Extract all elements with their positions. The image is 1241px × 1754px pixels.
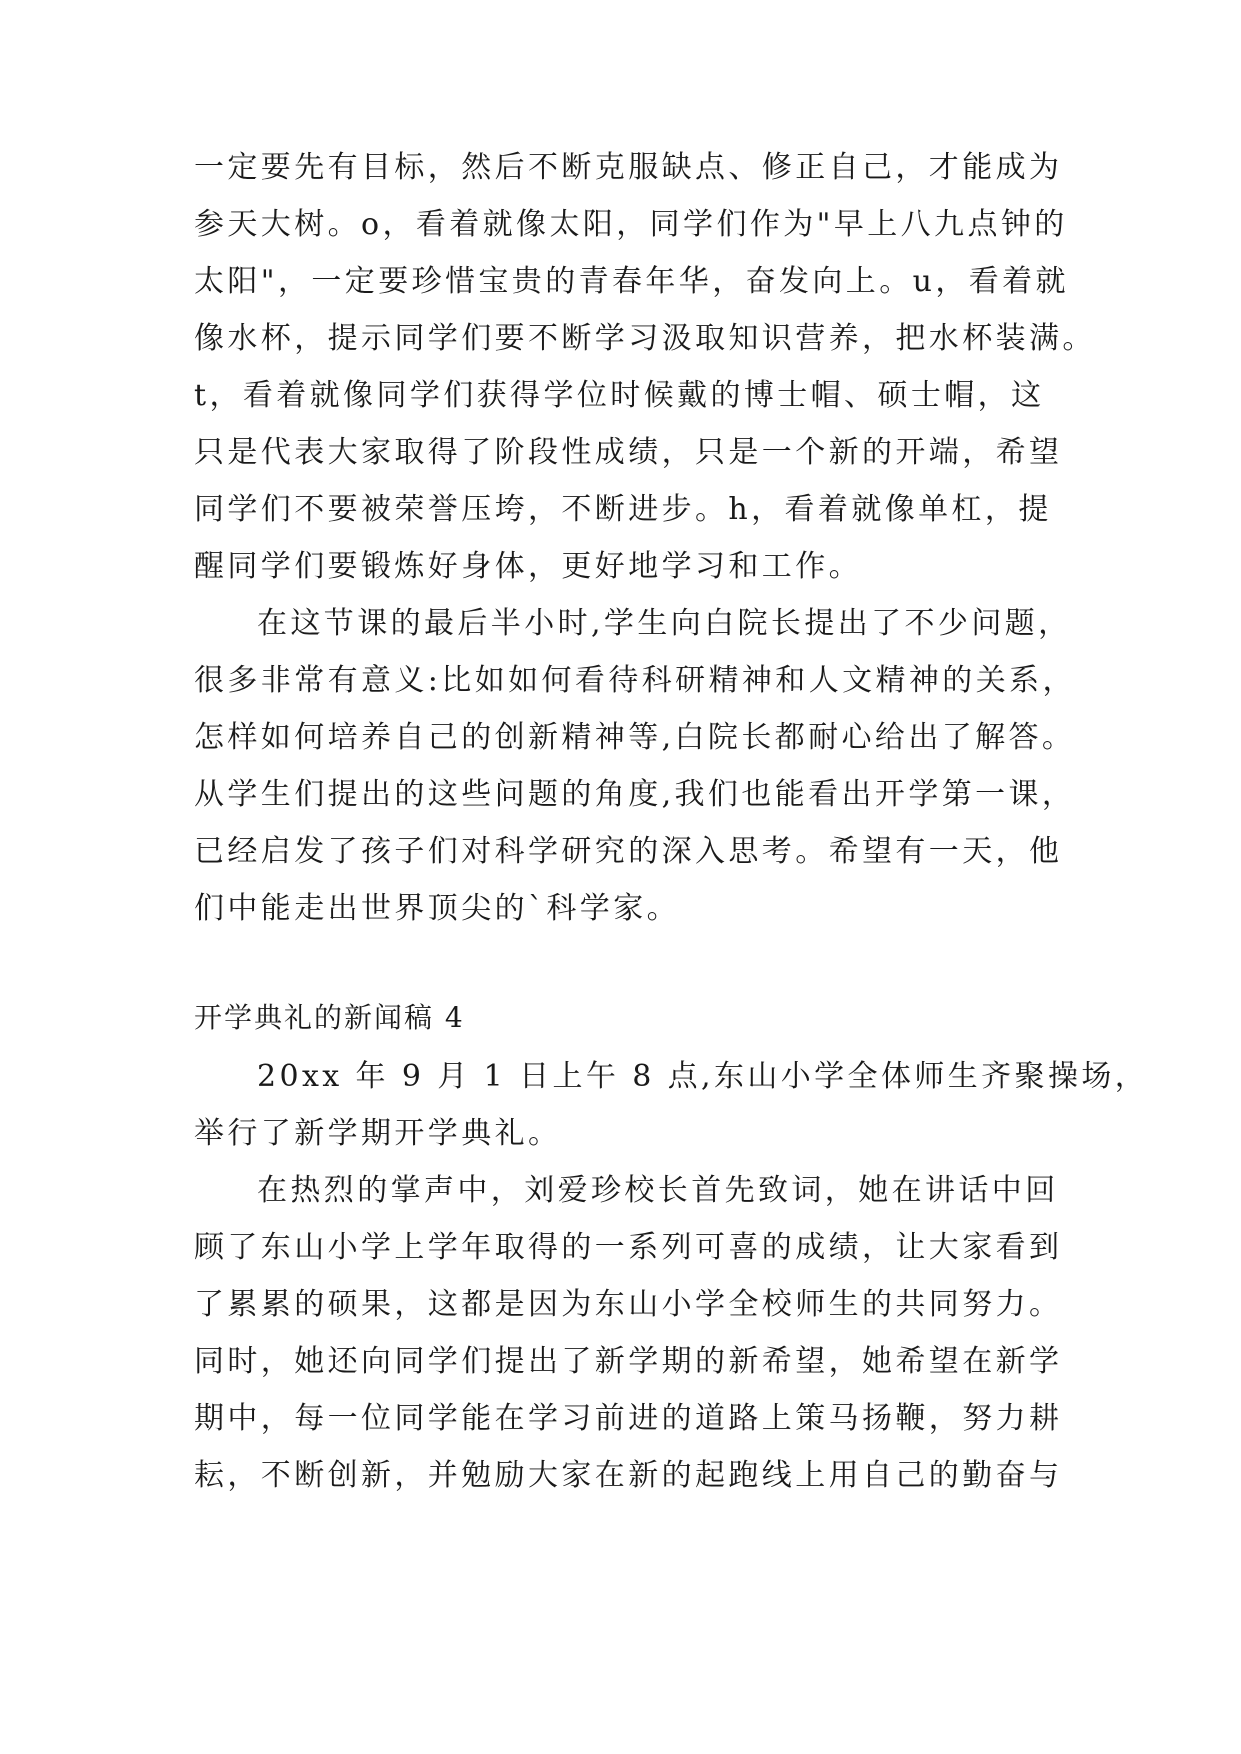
text-line: 一定要先有目标，然后不断克服缺点、修正自己，才能成为 <box>194 150 1063 185</box>
text-line: 从学生们提出的这些问题的角度,我们也能看出开学第一课， <box>194 777 1076 812</box>
text-line: 顾了东山小学上学年取得的一系列可喜的成绩，让大家看到 <box>194 1230 1063 1265</box>
text-line: 同学们不要被荣誉压垮，不断进步。h，看着就像单杠，提 <box>194 492 1052 527</box>
text-line: 了累累的硕果，这都是因为东山小学全校师生的共同努力。 <box>194 1287 1063 1322</box>
text-line: 太阳"，一定要珍惜宝贵的青春年华，奋发向上。u，看着就 <box>194 264 1069 299</box>
text-line: 像水杯，提示同学们要不断学习汲取知识营养，把水杯装满。 <box>194 321 1096 356</box>
text-line: 们中能走出世界顶尖的`科学家。 <box>194 891 680 926</box>
text-line: 醒同学们要锻炼好身体，更好地学习和工作。 <box>194 549 862 584</box>
text-line: 举行了新学期开学典礼。 <box>194 1116 562 1151</box>
text-line: 参天大树。o，看着就像太阳，同学们作为"早上八九点钟的 <box>194 207 1068 242</box>
text-line: 期中，每一位同学能在学习前进的道路上策马扬鞭，努力耕 <box>194 1401 1063 1436</box>
text-line: 只是代表大家取得了阶段性成绩，只是一个新的开端，希望 <box>194 435 1063 470</box>
text-line: 已经启发了孩子们对科学研究的深入思考。希望有一天，他 <box>194 834 1063 869</box>
text-line: 在热烈的掌声中，刘爱珍校长首先致词，她在讲话中回 <box>257 1173 1059 1208</box>
text-line: 同时，她还向同学们提出了新学期的新希望，她希望在新学 <box>194 1344 1063 1379</box>
text-line: 耘，不断创新，并勉励大家在新的起跑线上用自己的勤奋与 <box>194 1458 1063 1493</box>
text-line: 20xx 年 9 月 1 日上午 8 点,东山小学全体师生齐聚操场， <box>257 1059 1149 1094</box>
text-line: t，看着就像同学们获得学位时候戴的博士帽、硕士帽，这 <box>194 378 1045 413</box>
section-title: 开学典礼的新闻稿 4 <box>194 1001 465 1034</box>
text-line: 在这节课的最后半小时,学生向白院长提出了不少问题， <box>257 606 1072 641</box>
text-line: 怎样如何培养自己的创新精神等,白院长都耐心给出了解答。 <box>194 720 1076 755</box>
text-line: 很多非常有意义:比如如何看待科研精神和人文精神的关系， <box>194 663 1076 698</box>
